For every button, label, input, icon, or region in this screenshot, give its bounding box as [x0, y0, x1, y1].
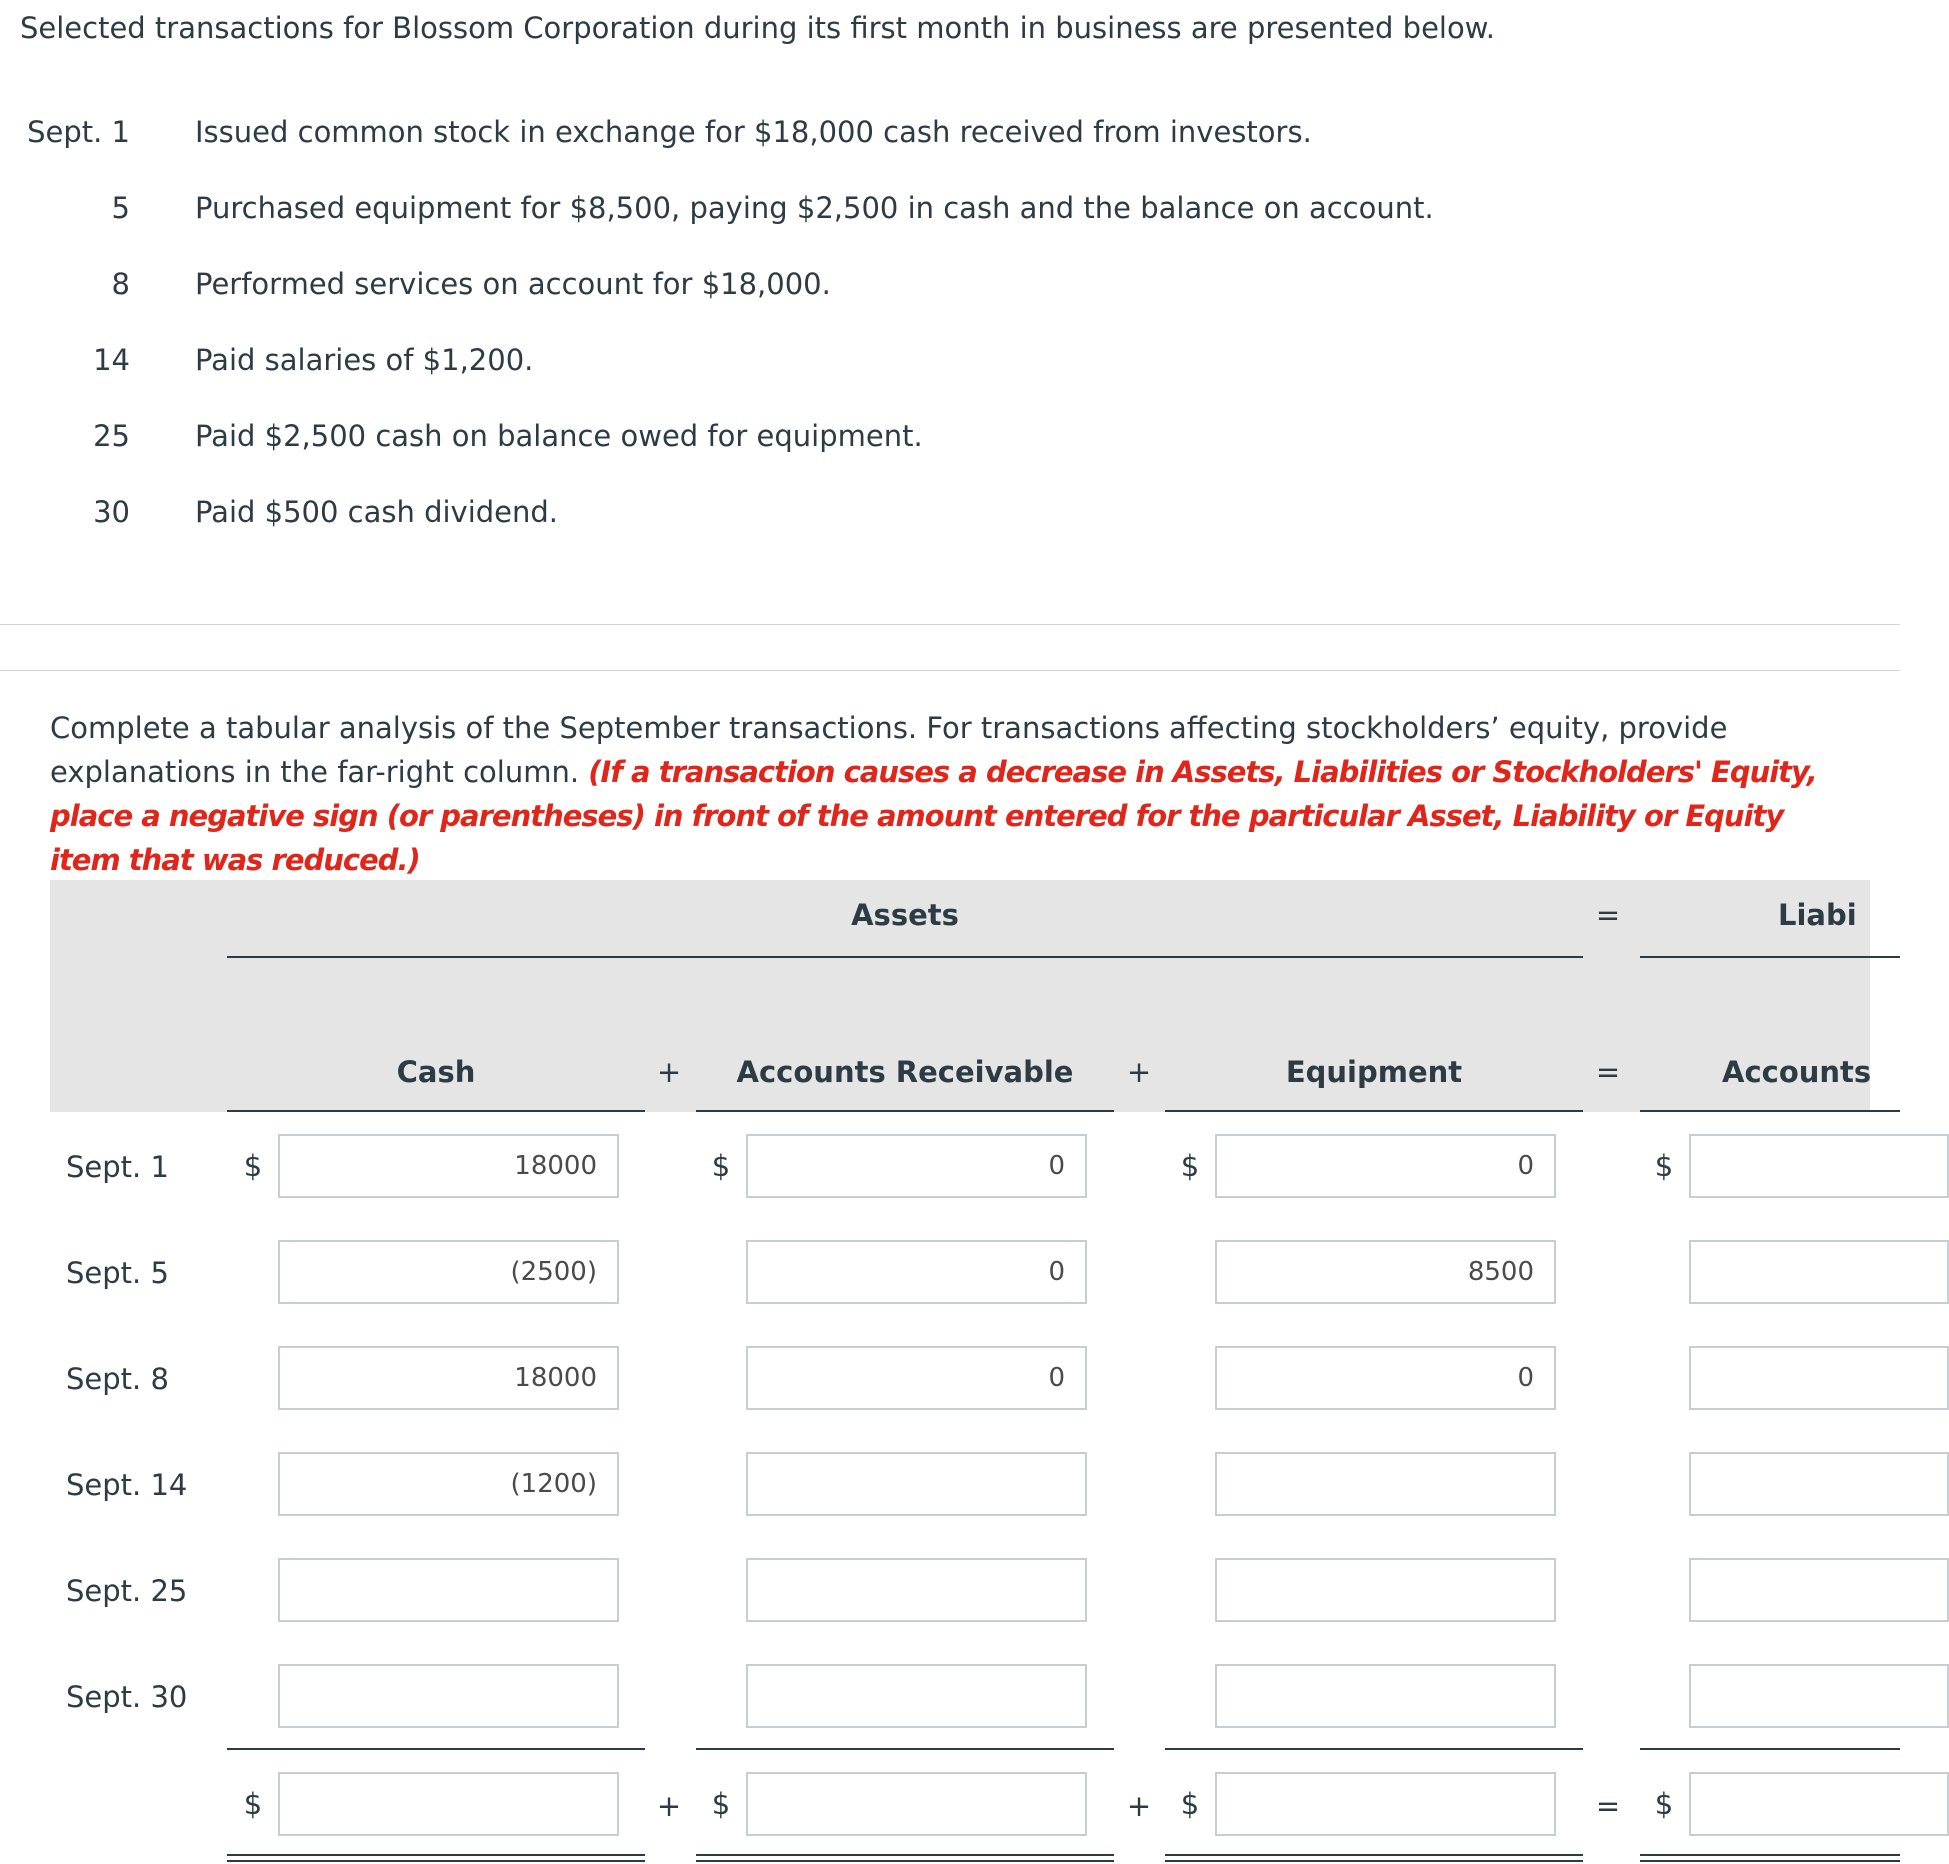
- double-underline: [1165, 1854, 1583, 1862]
- row-label: Sept. 8: [66, 1362, 169, 1396]
- equals-sign: =: [1595, 898, 1621, 932]
- double-underline: [1640, 1854, 1900, 1862]
- total-rule: [227, 1748, 645, 1750]
- cash-input[interactable]: 18000: [278, 1134, 619, 1198]
- total-rule: [1640, 1748, 1900, 1750]
- instructions: [50, 706, 1850, 882]
- transaction-description: Paid salaries of $1,200.: [195, 343, 534, 377]
- dollar-sign: $: [243, 1149, 263, 1183]
- equipment-input[interactable]: 8500: [1215, 1240, 1556, 1304]
- dollar-sign: $: [1180, 1149, 1200, 1183]
- row-label: Sept. 14: [66, 1468, 188, 1502]
- accounts-receivable-input[interactable]: [746, 1558, 1087, 1622]
- dollar-sign: $: [1654, 1787, 1674, 1821]
- accounts-receivable-column-header: Accounts Receivable: [736, 1055, 1074, 1089]
- cash-input[interactable]: (1200): [278, 1452, 619, 1516]
- row-label: Sept. 5: [66, 1256, 169, 1290]
- dollar-sign: $: [711, 1787, 731, 1821]
- transaction-description: Paid $500 cash dividend.: [195, 495, 559, 529]
- cash-input[interactable]: [278, 1558, 619, 1622]
- plus-sign: +: [656, 1055, 682, 1089]
- transaction-date: 25: [93, 419, 130, 453]
- transaction-description: Issued common stock in exchange for $18,000 cash received from investors.: [195, 115, 1312, 149]
- double-underline: [696, 1854, 1114, 1862]
- total-accounts-payable-input[interactable]: [1689, 1772, 1949, 1836]
- dollar-sign: $: [711, 1149, 731, 1183]
- transaction-date: 5: [111, 191, 130, 225]
- equipment-input[interactable]: 0: [1215, 1134, 1556, 1198]
- liabilities-underline: [1640, 956, 1900, 958]
- plus-sign: +: [656, 1789, 682, 1823]
- divider: [0, 670, 1900, 671]
- cash-header-underline: [227, 1110, 645, 1112]
- liabilities-header: Liabi: [1778, 898, 1857, 932]
- accounts-payable-input[interactable]: [1689, 1558, 1949, 1622]
- accounts-payable-input[interactable]: [1689, 1346, 1949, 1410]
- equals-sign: =: [1595, 1055, 1621, 1089]
- accounts-payable-input[interactable]: [1689, 1664, 1949, 1728]
- equipment-input[interactable]: [1215, 1664, 1556, 1728]
- total-cash-input[interactable]: [278, 1772, 619, 1836]
- total-accounts-receivable-input[interactable]: [746, 1772, 1087, 1836]
- equipment-input[interactable]: 0: [1215, 1346, 1556, 1410]
- accounts-receivable-input[interactable]: 0: [746, 1134, 1087, 1198]
- accounts-receivable-input[interactable]: 0: [746, 1346, 1087, 1410]
- accounts-payable-column-header: Accounts: [1722, 1055, 1872, 1089]
- divider: [0, 624, 1900, 625]
- dollar-sign: $: [243, 1787, 263, 1821]
- transaction-date: 8: [111, 267, 130, 301]
- dollar-sign: $: [1654, 1149, 1674, 1183]
- accounts-payable-input[interactable]: [1689, 1134, 1949, 1198]
- transaction-description: Performed services on account for $18,000.: [195, 267, 831, 301]
- ar-header-underline: [696, 1110, 1114, 1112]
- transaction-date: Sept. 1: [27, 115, 130, 149]
- total-rule: [696, 1748, 1114, 1750]
- assets-underline: [227, 956, 1583, 958]
- accounts-receivable-input[interactable]: [746, 1664, 1087, 1728]
- transaction-description: Purchased equipment for $8,500, paying $2,500 in cash and the balance on account.: [195, 191, 1434, 225]
- transaction-date: 14: [93, 343, 130, 377]
- instructions-note: (If a transaction causes a decrease in Assets, Liabilities or Stockholders' Equity, place a negative sign (or parentheses) in front of the amount entered for the particular Asset, Liability or Equity item that was reduced.): [50, 755, 1817, 877]
- accounts-payable-input[interactable]: [1689, 1240, 1949, 1304]
- accounts-receivable-input[interactable]: 0: [746, 1240, 1087, 1304]
- cash-column-header: Cash: [396, 1055, 476, 1089]
- accounts-receivable-input[interactable]: [746, 1452, 1087, 1516]
- equipment-column-header: Equipment: [1285, 1055, 1463, 1089]
- plus-sign: +: [1126, 1789, 1152, 1823]
- equipment-header-underline: [1165, 1110, 1583, 1112]
- row-label: Sept. 1: [66, 1150, 169, 1184]
- equals-sign: =: [1595, 1789, 1621, 1823]
- dollar-sign: $: [1180, 1787, 1200, 1821]
- cash-input[interactable]: (2500): [278, 1240, 619, 1304]
- accounts-payable-input[interactable]: [1689, 1452, 1949, 1516]
- intro-text: Selected transactions for Blossom Corporation during its first month in business are presented below.: [20, 11, 1495, 45]
- ap-header-underline: [1640, 1110, 1900, 1112]
- equipment-input[interactable]: [1215, 1452, 1556, 1516]
- instructions-main: Complete a tabular analysis of the September transactions. For transactions affecting stockholders’ equity, provide explanations in the far-right column.: [50, 711, 1728, 789]
- total-rule: [1165, 1748, 1583, 1750]
- cash-input[interactable]: [278, 1664, 619, 1728]
- total-equipment-input[interactable]: [1215, 1772, 1556, 1836]
- cash-input[interactable]: 18000: [278, 1346, 619, 1410]
- row-label: Sept. 30: [66, 1680, 188, 1714]
- double-underline: [227, 1854, 645, 1862]
- plus-sign: +: [1126, 1055, 1152, 1089]
- transaction-description: Paid $2,500 cash on balance owed for equipment.: [195, 419, 923, 453]
- equipment-input[interactable]: [1215, 1558, 1556, 1622]
- tabular-analysis-table: [0, 880, 1872, 1864]
- transaction-date: 30: [93, 495, 130, 529]
- row-label: Sept. 25: [66, 1574, 188, 1608]
- assets-header: Assets: [851, 898, 959, 932]
